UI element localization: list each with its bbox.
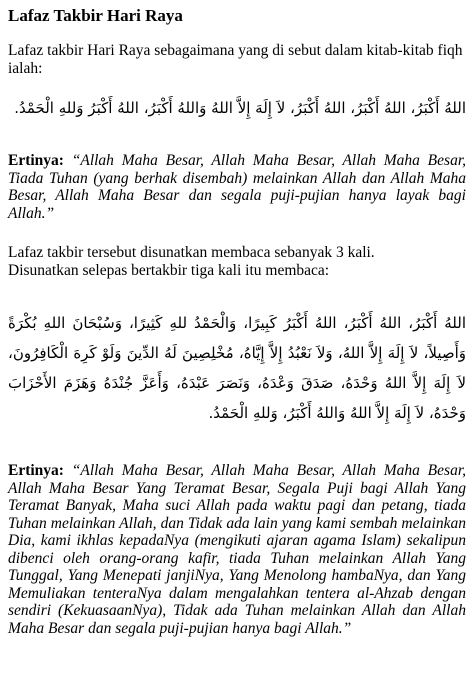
intro-paragraph: Lafaz takbir Hari Raya sebagaimana yang di sebut dalam kitab-kitab fiqh ialah:	[8, 42, 463, 77]
meaning-paragraph-2	[8, 462, 466, 637]
sunnah-line-1: Lafaz takbir tersebut disunatkan membaca sebanyak 3 kali.	[8, 244, 375, 261]
meaning-text-2: “Allah Maha Besar, Allah Maha Besar, Allah Maha Besar, Allah Maha Besar Yang Teramat Besar, Segala Puji bagi Allah Yang Teramat Banyak, Maha suci Allah pada waktu pagi dan petang, tiada Tuhan melainkan Allah, dan Tidak ada lain yang kami sembah melainkan Dia, kami ikhlas kepadaNya (mengikuti ajaran agama Islam) sekalipun dibenci oleh orang-orang kafir, tiada Tuhan melainkan Allah Yang Tunggal, Yang Menepati janjiNya, Yang Menolong hambaNya, dan Yang Memuliakan tenteraNya dalam mengalahkan tentera al-Ahzab dengan sendiri (KekuasaanNya), Tidak ada Tuhan melainkan Allah dan Allah Maha Besar dan segala puji-pujian hanya bagi Allah.”	[8, 462, 467, 637]
meaning-paragraph-1	[8, 152, 466, 222]
meaning-text-1: “Allah Maha Besar, Allah Maha Besar, Allah Maha Besar, Tiada Tuhan (yang berhak disembah) melainkan Allah dan Allah Maha Besar, Allah Maha Besar dan segala puji-pujian hanya layak bagi Allah.”	[8, 152, 467, 222]
document-title: Lafaz Takbir Hari Raya	[8, 6, 183, 25]
sunnah-line-2: Disunatkan selepas bertakbir tiga kali itu membaca:	[8, 261, 330, 279]
sunnah-note	[8, 244, 466, 279]
meaning-label-2: Ertinya:	[8, 462, 64, 479]
meaning-label-1: Ertinya:	[8, 152, 64, 169]
arabic-takbir-long: اللهُ أَكْبَرُ، اللهُ أَكْبَرُ، اللهُ أَكْبَرُ كَبِيرًا، وَالْحَمْدُ للهِ كَثِيرًا، وَسُبْحَانَ اللهِ بُكْرَةً وَأَصِيلاً، لاَ إِلَهَ إِلاَّ اللهُ، وَلاَ نَعْبُدُ إِلاَّ إِيَّاهُ، مُخْلِصِينَ لَهُ الدِّينَ وَلَوْ كَرِهَ الْكَافِرُونَ، لاَ إِلَهَ إِلاَّ اللهُ وَحْدَهُ، صَدَقَ وَعْدَهُ، وَنَصَرَ عَبْدَهُ، وَأَعَزَّ جُنْدَهُ وَهَزَمَ الأَحْزَابَ وَحْدَهُ، لاَ إِلَهَ إِلاَّ اللهُ وَاللهُ أَكْبَرُ، وَللهِ الْحَمْدُ.	[8, 314, 466, 422]
arabic-takbir-short: اللهُ أَكْبَرُ، اللهُ أَكْبَرُ، اللهُ أَكْبَرُ، لاَ إِلَهَ إِلاَّ اللهُ وَاللهُ أَكْبَرُ، اللهُ أَكْبَرُ وَللهِ الْحَمْدُ.	[14, 99, 466, 117]
